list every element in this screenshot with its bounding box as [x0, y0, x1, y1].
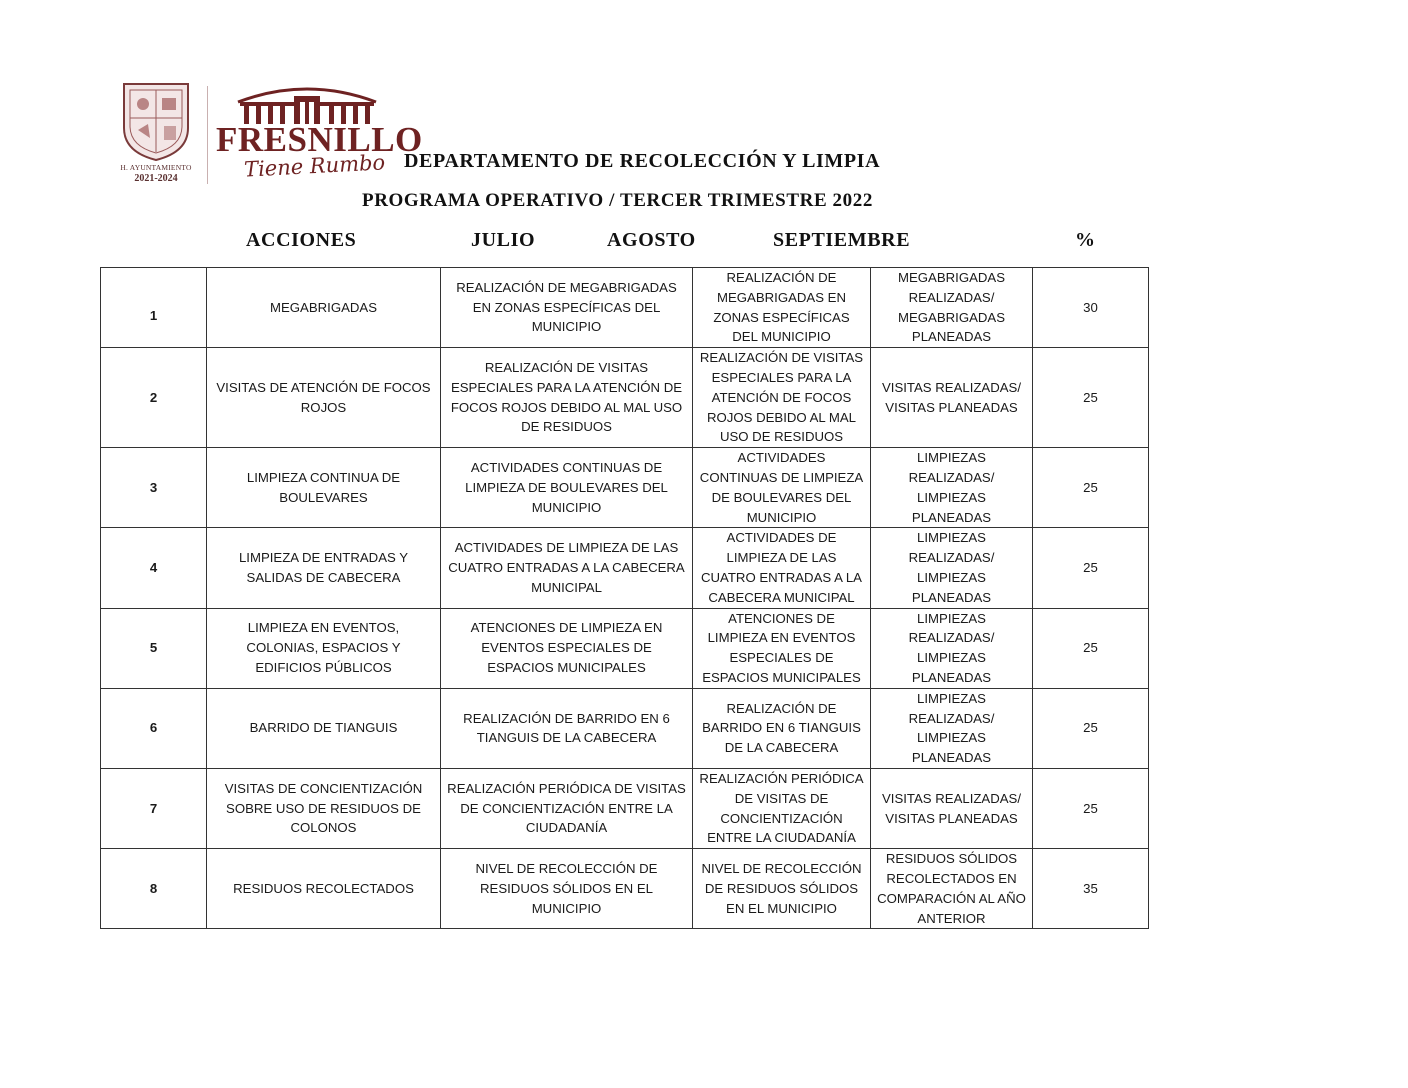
julio-cell: ACTIVIDADES CONTINUAS DE LIMPIEZA DE BOULEVARES DEL MUNICIPIO [441, 448, 693, 528]
accion-cell: LIMPIEZA EN EVENTOS, COLONIAS, ESPACIOS Y EDIFICIOS PÚBLICOS [207, 608, 441, 688]
row-number: 8 [101, 849, 207, 929]
table-row [101, 688, 1149, 768]
table-row [101, 528, 1149, 608]
septiembre-cell: RESIDUOS SÓLIDOS RECOLECTADOS EN COMPARACIÓN AL AÑO ANTERIOR [871, 849, 1033, 929]
table-row [101, 608, 1149, 688]
logo-divider [207, 86, 208, 184]
accion-cell: LIMPIEZA DE ENTRADAS Y SALIDAS DE CABECERA [207, 528, 441, 608]
accion-cell: VISITAS DE CONCIENTIZACIÓN SOBRE USO DE RESIDUOS DE COLONOS [207, 768, 441, 848]
row-number: 1 [101, 268, 207, 348]
brand-name: FRESNILLO [216, 120, 423, 159]
julio-cell: ATENCIONES DE LIMPIEZA EN EVENTOS ESPECIALES DE ESPACIOS MUNICIPALES [441, 608, 693, 688]
agosto-cell: REALIZACIÓN DE VISITAS ESPECIALES PARA LA ATENCIÓN DE FOCOS ROJOS DEBIDO AL MAL USO DE RESIDUOS [693, 348, 871, 448]
septiembre-cell: VISITAS REALIZADAS/ VISITAS PLANEADAS [871, 348, 1033, 448]
row-number: 4 [101, 528, 207, 608]
percent-cell: 25 [1033, 448, 1149, 528]
julio-cell: REALIZACIÓN DE MEGABRIGADAS EN ZONAS ESPECÍFICAS DEL MUNICIPIO [441, 268, 693, 348]
accion-cell: MEGABRIGADAS [207, 268, 441, 348]
percent-cell: 25 [1033, 688, 1149, 768]
accion-cell: LIMPIEZA CONTINUA DE BOULEVARES [207, 448, 441, 528]
accion-cell: BARRIDO DE TIANGUIS [207, 688, 441, 768]
row-number: 7 [101, 768, 207, 848]
septiembre-cell: VISITAS REALIZADAS/ VISITAS PLANEADAS [871, 768, 1033, 848]
column-header-julio: JULIO [471, 229, 536, 251]
seal-ayuntamiento-text: H. AYUNTAMIENTO [120, 163, 192, 172]
table-row [101, 768, 1149, 848]
row-number: 2 [101, 348, 207, 448]
column-header-agosto: AGOSTO [607, 229, 696, 251]
department-title: DEPARTAMENTO DE RECOLECCIÓN Y LIMPIA [404, 150, 881, 172]
column-header-acciones: ACCIONES [246, 229, 357, 251]
coat-of-arms-icon [120, 80, 192, 162]
septiembre-cell: LIMPIEZAS REALIZADAS/ LIMPIEZAS PLANEADAS [871, 688, 1033, 768]
actions-table [100, 267, 1149, 929]
agosto-cell: REALIZACIÓN PERIÓDICA DE VISITAS DE CONCIENTIZACIÓN ENTRE LA CIUDADANÍA [693, 768, 871, 848]
table-row [101, 268, 1149, 348]
septiembre-cell: LIMPIEZAS REALIZADAS/ LIMPIEZAS PLANEADAS [871, 448, 1033, 528]
julio-cell: NIVEL DE RECOLECCIÓN DE RESIDUOS SÓLIDOS EN EL MUNICIPIO [441, 849, 693, 929]
program-title: PROGRAMA OPERATIVO / TERCER TRIMESTRE 2022 [362, 190, 873, 211]
municipal-seal [120, 80, 192, 188]
table-row [101, 348, 1149, 448]
seal-years-text: 2021-2024 [134, 173, 178, 184]
column-header-septiembre: SEPTIEMBRE [773, 229, 911, 251]
percent-cell: 30 [1033, 268, 1149, 348]
julio-cell: ACTIVIDADES DE LIMPIEZA DE LAS CUATRO ENTRADAS A LA CABECERA MUNICIPAL [441, 528, 693, 608]
accion-cell: RESIDUOS RECOLECTADOS [207, 849, 441, 929]
julio-cell: REALIZACIÓN DE BARRIDO EN 6 TIANGUIS DE LA CABECERA [441, 688, 693, 768]
brand-slogan: Tiene Rumbo [243, 150, 386, 182]
agosto-cell: ATENCIONES DE LIMPIEZA EN EVENTOS ESPECIALES DE ESPACIOS MUNICIPALES [693, 608, 871, 688]
agosto-cell: REALIZACIÓN DE MEGABRIGADAS EN ZONAS ESPECÍFICAS DEL MUNICIPIO [693, 268, 871, 348]
table-row [101, 448, 1149, 528]
agosto-cell: ACTIVIDADES CONTINUAS DE LIMPIEZA DE BOULEVARES DEL MUNICIPIO [693, 448, 871, 528]
percent-cell: 25 [1033, 608, 1149, 688]
row-number: 6 [101, 688, 207, 768]
table-row [101, 849, 1149, 929]
column-header-percent: % [1075, 229, 1096, 251]
septiembre-cell: LIMPIEZAS REALIZADAS/ LIMPIEZAS PLANEADAS [871, 608, 1033, 688]
percent-cell: 25 [1033, 528, 1149, 608]
agosto-cell: REALIZACIÓN DE BARRIDO EN 6 TIANGUIS DE LA CABECERA [693, 688, 871, 768]
agosto-cell: ACTIVIDADES DE LIMPIEZA DE LAS CUATRO ENTRADAS A LA CABECERA MUNICIPAL [693, 528, 871, 608]
percent-cell: 25 [1033, 348, 1149, 448]
septiembre-cell: MEGABRIGADAS REALIZADAS/ MEGABRIGADAS PLANEADAS [871, 268, 1033, 348]
julio-cell: REALIZACIÓN PERIÓDICA DE VISITAS DE CONCIENTIZACIÓN ENTRE LA CIUDADANÍA [441, 768, 693, 848]
percent-cell: 25 [1033, 768, 1149, 848]
accion-cell: VISITAS DE ATENCIÓN DE FOCOS ROJOS [207, 348, 441, 448]
row-number: 5 [101, 608, 207, 688]
julio-cell: REALIZACIÓN DE VISITAS ESPECIALES PARA LA ATENCIÓN DE FOCOS ROJOS DEBIDO AL MAL USO DE RESIDUOS [441, 348, 693, 448]
agosto-cell: NIVEL DE RECOLECCIÓN DE RESIDUOS SÓLIDOS EN EL MUNICIPIO [693, 849, 871, 929]
percent-cell: 35 [1033, 849, 1149, 929]
septiembre-cell: LIMPIEZAS REALIZADAS/ LIMPIEZAS PLANEADAS [871, 528, 1033, 608]
row-number: 3 [101, 448, 207, 528]
